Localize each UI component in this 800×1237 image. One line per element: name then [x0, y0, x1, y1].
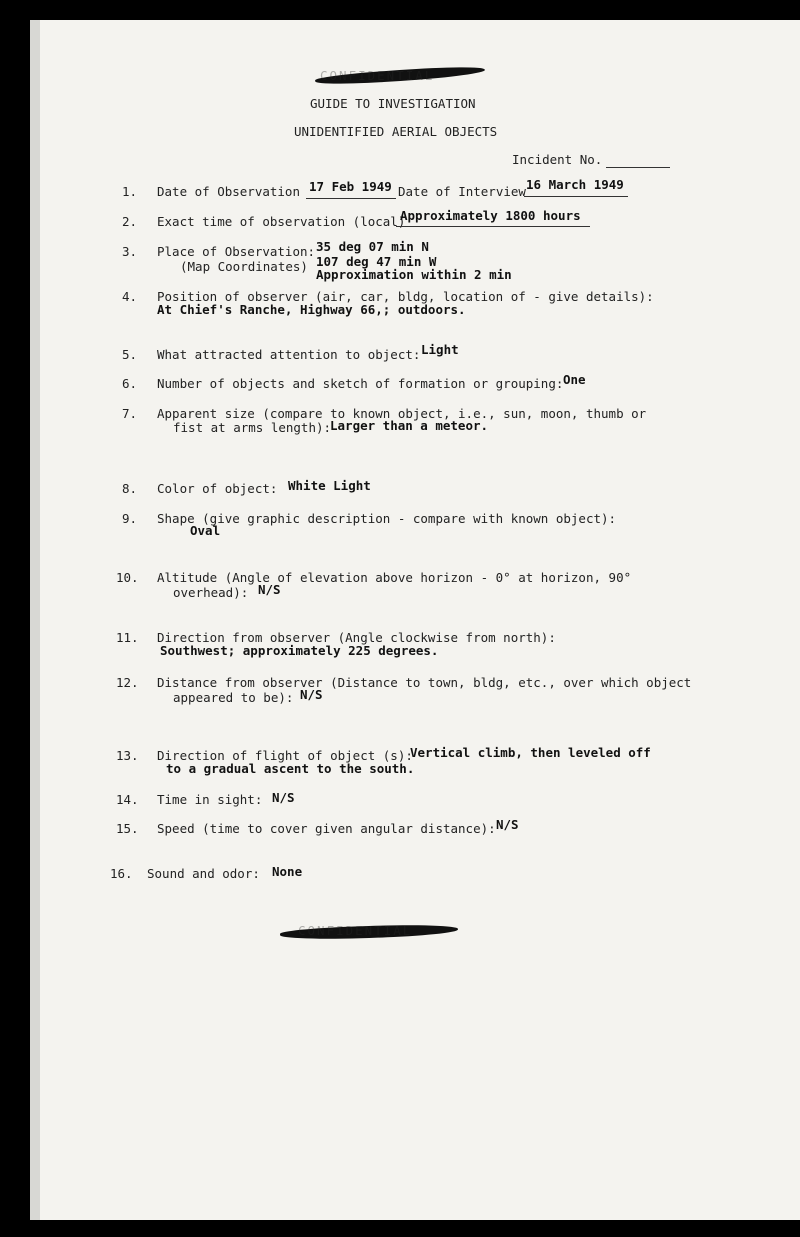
item-value: Oval [190, 523, 221, 538]
item-label: Direction from observer (Angle clockwise from north): [157, 630, 556, 645]
item-value: N/S [272, 790, 295, 805]
scan-edge [30, 20, 40, 1220]
item-number: 1. [122, 184, 138, 199]
stamp-top: CONFIDENTIAL [320, 68, 435, 83]
item-label: Shape (give graphic description - compare with known object): [157, 511, 617, 526]
item-label: Date of Observation [157, 184, 300, 199]
item-value: Approximately 1800 hours [400, 208, 581, 223]
document-title: GUIDE TO INVESTIGATION [310, 96, 476, 111]
item-label: Color of object: [157, 481, 278, 496]
item-value: One [563, 372, 586, 387]
incident-label: Incident No. [512, 152, 603, 167]
value-underline [524, 196, 628, 197]
item-value: 35 deg 07 min N [316, 239, 429, 254]
item-label: Altitude (Angle of elevation above horizon - 0° at horizon, 90° [157, 570, 632, 585]
item-value-2: 16 March 1949 [526, 177, 624, 192]
item-label: Time in sight: [157, 792, 263, 807]
item-value: N/S [300, 687, 323, 702]
item-value: White Light [288, 478, 371, 493]
item-number: 15. [116, 821, 139, 836]
item-label: Direction of flight of object (s): [157, 748, 413, 763]
item-number: 13. [116, 748, 139, 763]
item-label-b: appeared to be): [173, 690, 294, 705]
item-value: At Chief's Ranche, Highway 66,; outdoors. [157, 302, 466, 317]
value-underline [396, 226, 590, 227]
item-label: Position of observer (air, car, bldg, location of - give details): [157, 289, 654, 304]
item-value: N/S [258, 582, 281, 597]
item-number: 4. [122, 289, 138, 304]
item-value: Southwest; approximately 225 degrees. [160, 643, 439, 658]
item-number: 3. [122, 244, 138, 259]
item-label: Distance from observer (Distance to town, bldg, etc., over which object [157, 675, 692, 690]
item-value-b: 107 deg 47 min W [316, 254, 437, 269]
item-number: 2. [122, 214, 138, 229]
item-label: Number of objects and sketch of formation or grouping: [157, 376, 564, 391]
item-number: 5. [122, 347, 138, 362]
item-number: 9. [122, 511, 138, 526]
item-number: 10. [116, 570, 139, 585]
item-value: Light [421, 342, 459, 357]
item-label: Apparent size (compare to known object, i.e., sun, moon, thumb or [157, 406, 647, 421]
incident-blank [606, 167, 670, 168]
item-value: Vertical climb, then leveled off [410, 745, 651, 760]
item-number: 11. [116, 630, 139, 645]
item-value-b: to a gradual ascent to the south. [166, 761, 415, 776]
document-subtitle: UNIDENTIFIED AERIAL OBJECTS [294, 124, 498, 139]
item-label: Place of Observation: [157, 244, 316, 259]
item-number: 16. [110, 866, 133, 881]
item-number: 7. [122, 406, 138, 421]
item-label: Speed (time to cover given angular distance): [157, 821, 496, 836]
item-number: 6. [122, 376, 138, 391]
item-number: 14. [116, 792, 139, 807]
value-underline [306, 198, 396, 199]
item-value: Larger than a meteor. [330, 418, 489, 433]
item-label-b: fist at arms length): [173, 420, 332, 435]
item-label-b: (Map Coordinates) [180, 259, 308, 274]
stamp-bottom: CONFIDENTIAL [298, 923, 413, 938]
item-label: What attracted attention to object: [157, 347, 421, 362]
item-number: 12. [116, 675, 139, 690]
item-label-2: Date of Interview [398, 184, 526, 199]
item-label: Sound and odor: [147, 866, 260, 881]
document-page [30, 20, 800, 1220]
item-number: 8. [122, 481, 138, 496]
item-value-c: Approximation within 2 min [316, 267, 512, 282]
item-label-b: overhead): [173, 585, 249, 600]
item-value: N/S [496, 817, 519, 832]
item-value: None [272, 864, 303, 879]
item-value: 17 Feb 1949 [309, 179, 392, 194]
item-label: Exact time of observation (local) [157, 214, 406, 229]
